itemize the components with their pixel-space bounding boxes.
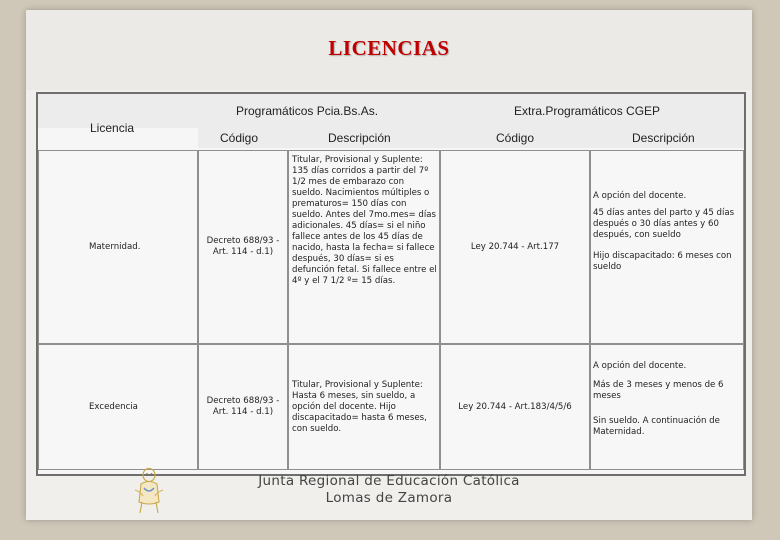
licencia-label: Maternidad. [89,241,141,252]
licencia-label: Excedencia [89,401,138,412]
header-extraprogramaticos: Extra.Programáticos CGEP [514,104,661,118]
row-excedencia-licencia [38,344,198,470]
row-excedencia-descripcion-prog [288,344,440,470]
descripcion-prog: Titular, Provisional y Suplente: Hasta 6 meses, sin sueldo, a opción del docente. Hijo discapacitado= hasta 6 meses, con sueldo. [292,379,427,434]
descripcion-extra-line: Hijo discapacitado: 6 meses con sueldo [593,251,732,272]
footer-line-1: Junta Regional de Educación Católica [258,473,520,489]
header-descripcion-extra: Descripción [632,131,695,145]
page-title: LICENCIAS [328,36,450,60]
row-excedencia-descripcion-extra [590,344,744,470]
descripcion-prog: Titular, Provisional y Suplente: 135 días corridos a partir del 7º 1/2 mes de embarazo con sueldo. Nacimientos múltiples o prematuros= 150 días con sueldo. Antes del 7mo.mes= días adicionales. 45 días= si el niño fallece antes de los 45 días de nacido, hasta la fecha= si fallece después, 30 días= si es defunción fetal. Si fallece entre el 4º y el 7 1/2 º= 15 días. [292,155,437,286]
descripcion-extra-line: Sin sueldo. A continuación de Maternidad. [593,416,720,437]
header-codigo-prog: Código [220,131,259,145]
descripcion-extra-line: A opción del docente. [593,361,687,371]
row-maternidad-licencia [38,150,198,344]
codigo-prog: Decreto 688/93 - Art. 114 - d.1) [206,236,280,257]
header-codigo-extra: Código [496,131,535,145]
codigo-prog: Decreto 688/93 - Art. 114 - d.1) [206,396,280,417]
row-maternidad-descripcion-extra [590,150,744,344]
descripcion-extra-line: Más de 3 meses y menos de 6 meses [593,380,724,401]
row-maternidad-codigo-extra [440,150,590,344]
slide [26,10,752,520]
codigo-extra: Ley 20.744 - Art.177 [470,241,560,252]
row-excedencia-codigo-prog [198,344,288,470]
footer-line-2: Lomas de Zamora [325,490,453,506]
descripcion-extra-line: 45 días antes del parto y 45 días después o 30 días antes y 60 después, con sueldo [593,208,735,240]
licencias-table [36,92,746,476]
descripcion-extra-line: A opción del docente. [593,191,687,201]
header-descripcion-prog: Descripción [328,131,391,145]
header-programaticos: Programáticos Pcia.Bs.As. [236,104,379,118]
codigo-extra: Ley 20.744 - Art.183/4/5/6 [458,401,572,412]
row-maternidad-descripcion-prog [288,150,440,344]
header-licencia: Licencia [90,121,135,135]
row-maternidad-codigo-prog [198,150,288,344]
row-excedencia-codigo-extra [440,344,590,470]
